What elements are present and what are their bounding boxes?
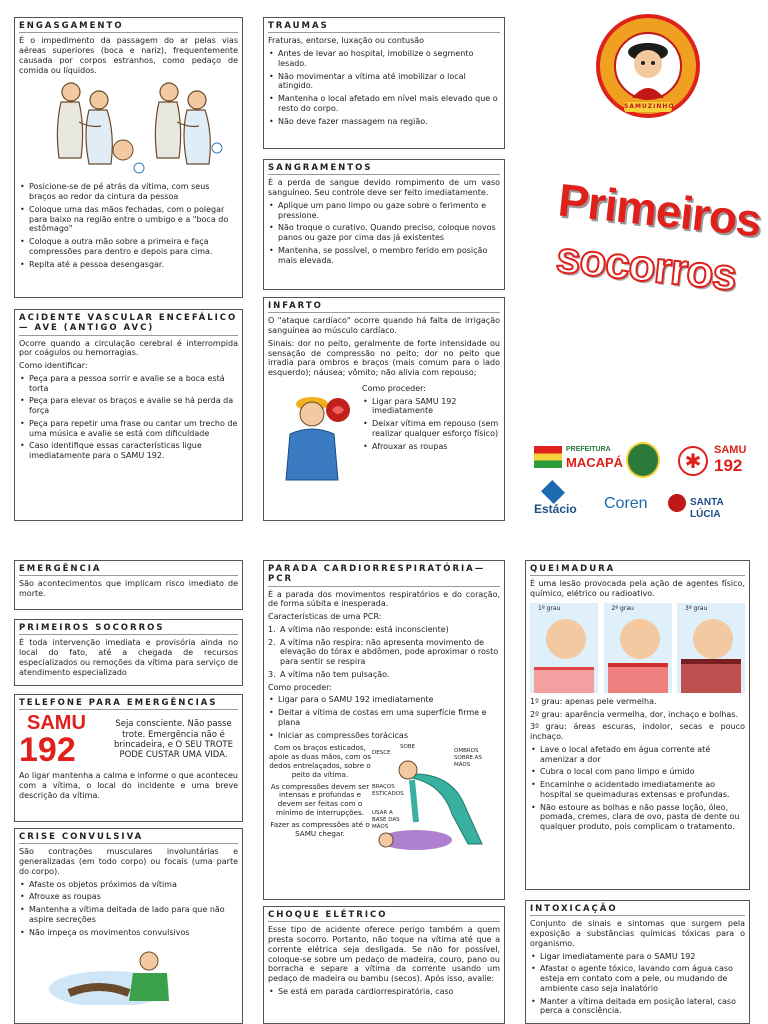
list-item: • Ligar para o SAMU 192 imediatamente (268, 695, 500, 705)
telefone-text: Ao ligar mantenha a calma e informe o que aconteceu com a vítima, o local do incidente e uma breve descrição da vítima. (19, 771, 238, 800)
emergencia-text: São acontecimentos que implicam risco imediato de morte. (19, 579, 238, 599)
convulsiva-intro: São contrações musculares involuntárias e generalizadas (em todo corpo) ou focais (uma parte do corpo). (19, 847, 238, 876)
list-item: • Mantenha, se possível, o membro ferido em posição mais elevada. (268, 246, 500, 266)
burn-degree-1: 1º grau (530, 603, 598, 693)
list-item: • Mantenha o local afetado em nível mais elevado que o resto do corpo. (268, 94, 500, 114)
infarto-signs: Sinais: dor no peito, geralmente de forte intensidade ou sensação de compressão no peito; dor no peito que irradia para ombros e braços (mais comum para o lado esquerdo); náusea; vômito; não alivia com repouso; (268, 338, 500, 378)
list-item: • Afaste os objetos próximos da vítima (19, 880, 238, 890)
list-item: • Afastar o agente tóxico, lavando com água caso esteja em contato com a pele, ou mudando de ambiente caso seja inalatório (530, 964, 745, 993)
cover-title-line2: socorros (553, 232, 739, 301)
traumas-title: TRAUMAS (268, 21, 500, 33)
sponsors (530, 440, 752, 522)
intoxicacao-panel (525, 900, 750, 1024)
queimadura-g1: 1º grau: apenas pele vermelha. (530, 696, 657, 706)
list-item: • Deixar vítima em repouso (sem realizar qualquer esforço físico) (362, 419, 500, 439)
sponsor-macapa: MACAPÁ (566, 455, 624, 470)
cpr-label-ombros: OMBROS SOBRE AS MÃOS (454, 748, 482, 768)
list-item: • Coloque a outra mão sobre a primeira e faça compressões para dentro e depois para cima. (19, 237, 238, 257)
samuzinho-logo (596, 14, 700, 118)
convulsiva-title: CRISE CONVULSIVA (19, 832, 238, 844)
list-item: • Posicione-se de pé atrás da vítima, com seus braços ao redor da cintura da pessoa (19, 182, 238, 202)
engasgamento-title: ENGASGAMENTO (19, 21, 238, 33)
pcr-chars: Características de uma PCR: (268, 612, 382, 622)
queimadura-panel (525, 560, 750, 890)
sponsor-santa-lucia: SANTA LÚCIA (690, 497, 724, 521)
traumas-intro: Fraturas, entorse, luxação ou contusão (268, 36, 425, 46)
list-item: • Peça para a pessoa sorrir e avalie se a boca está torta (19, 374, 238, 394)
infarto-illustration (268, 384, 358, 484)
list-item: • Não movimentar a vítima até imobilizar o local atingido. (268, 72, 500, 92)
convulsiva-illustration (29, 945, 229, 1005)
avc-intro: Ocorre quando a circulação cerebral é interrompida por coágulos ou hemorragias. (19, 338, 238, 358)
sponsor-coren: Coren (604, 495, 648, 512)
cpr-label-usar: USAR A BASE DAS MÃOS (372, 810, 400, 830)
queimadura-g3: 3º grau: áreas escuras, indolor, secas e pouco inchaço. (530, 722, 745, 742)
convulsiva-panel (14, 828, 243, 1024)
choque-title: CHOQUE ELÉTRICO (268, 910, 500, 922)
burn-degrees (530, 603, 745, 693)
telefone-title: TELEFONE PARA EMERGÊNCIAS (19, 698, 238, 710)
list-item: • Lave o local afetado em água corrente até amenizar a dor (530, 745, 745, 765)
telefone-panel (14, 694, 243, 822)
list-item: • Mantenha a vítima deitada de lado para que não aspire secreções (19, 905, 238, 925)
sponsor-prefeitura: PREFEITURA (566, 446, 611, 453)
list-item: • Afrouxar as roupas (362, 442, 500, 452)
primeiros-socorros-text: É toda intervenção imediata e provisória ainda no local do fato, até a chegada de recursos especializados ou remoções da vítima para serviço de atendimento especializado (19, 638, 238, 677)
choque-panel (263, 906, 505, 1024)
list-item: • Ligar imediatamente para o SAMU 192 (530, 952, 745, 962)
primeiros-socorros-title: PRIMEIROS SOCORROS (19, 623, 238, 635)
samu-star-icon: ✱ (678, 446, 708, 476)
sangramentos-title: SANGRAMENTOS (268, 163, 500, 175)
traumas-panel (263, 17, 505, 149)
queimadura-title: QUEIMADURA (530, 564, 745, 576)
estacio-icon (541, 480, 565, 504)
list-item: • Caso identifique essas características ligue imediatamente para o SAMU 192. (19, 441, 238, 461)
list-item: • Manter a vítima deitada em posição lateral, caso perca a consciência. (530, 997, 745, 1017)
sangramentos-panel (263, 159, 505, 290)
pcr-intro: É a parada dos movimentos respiratórios e do coração, de forma súbita e inesperada. (268, 589, 500, 609)
infarto-panel (263, 297, 505, 521)
queimadura-g2: 2º grau: aparência vermelha, dor, inchaço e bolhas. (530, 709, 739, 719)
avc-identify: Como identificar: (19, 361, 88, 371)
logo-band: SAMUZINHO (624, 103, 675, 110)
pcr-side3: Fazer as compressões até o SAMU chegar. (270, 819, 370, 838)
list-item: 2. A vítima não respira: não apresenta movimento de elevação do tórax e abdômen, pode aproximar o rosto para sentir se respira (268, 637, 499, 667)
choque-text: Esse tipo de acidente oferece perigo também a quem presta socorro. Portanto, não toque na vítima até que a corrente elétrica seja desligada. Se não for possível, coloque-se sobre um pedaço de madeira, couro, pano ou borracha e separe a vítima da corrente usando um pedaço de madeira ou bambu (secos). Após isso, avalie: (268, 925, 500, 984)
pcr-panel (263, 560, 505, 900)
list-item: • Não impeça os movimentos convulsivos (19, 928, 238, 938)
cpr-label-desce: DESCE (372, 750, 391, 757)
list-item: • Cubra o local com pano limpo e úmido (530, 767, 745, 777)
engasgamento-panel (14, 17, 243, 298)
primeiros-socorros-panel (14, 619, 243, 686)
list-item: • Não troque o curativo. Quando preciso, coloque novos panos ou gaze por cima das já existentes (268, 223, 500, 243)
cpr-label-bracos: BRAÇOS ESTICADOS (372, 784, 404, 798)
avc-title: ACIDENTE VASCULAR ENCEFÁLICO — AVE (ANTIGO AVC) (19, 313, 238, 336)
list-item: • Não estoure as bolhas e não passe loção, óleo, pomada, cremes, clara de ovo, pasta de dente ou qualquer produto, pois complicam o tratamento. (530, 803, 745, 832)
list-item: 3. A vítima não tem pulsação. (268, 669, 390, 679)
list-item: • Aplique um pano limpo ou gaze sobre o ferimento e pressione. (268, 201, 500, 221)
list-item: • Ligar para SAMU 192 imediatamente (362, 397, 500, 417)
list-item: • Coloque uma das mãos fechadas, com o polegar para baixo na região entre o umbigo e a "boca do estômago" (19, 205, 238, 234)
prefeitura-flag-icon (534, 446, 562, 468)
santa-lucia-icon (668, 494, 686, 512)
cover-title (552, 168, 764, 328)
cpr-label-sobe: SOBE (400, 744, 416, 751)
list-item: • Deitar a vítima de costas em uma superfície firme e plana (268, 708, 500, 728)
pcr-side2: As compressões devem ser intensas e profundas e devem ser feitas com o mínimo de interrupções. (270, 781, 370, 817)
list-item: • Afrouxe as roupas (19, 892, 238, 902)
heimlich-illustration (19, 78, 239, 178)
state-emblem-icon (626, 442, 660, 478)
sponsor-samu-number: 192 (714, 456, 743, 475)
avc-panel (14, 309, 243, 521)
mascot-icon (616, 34, 680, 98)
sponsor-samu: SAMU (714, 444, 747, 456)
telefone-slogan: Seja consciente. Não passe trote. Emergência não é brincadeira, e O SEU TROTE PODE CUSTAR UMA VIDA. (114, 719, 233, 761)
intoxicacao-title: INTOXICAÇÃO (530, 904, 745, 916)
sangramentos-intro: É a perda de sangue devido rompimento de um vaso sanguíneo. Seu controle deve ser feito imediatamente. (268, 178, 500, 198)
pcr-side1: Com os braços esticados, apoie as duas mãos, com os dedos entrelaçados, sobre o peito da vítima. (269, 743, 371, 779)
queimadura-intro: É uma lesão provocada pela ação de agentes físico, químico, elétrico ou radioativo. (530, 579, 745, 599)
burn-degree-3: 3º grau (677, 603, 745, 693)
telefone-number: 192 (19, 731, 76, 770)
telefone-samu: SAMU (27, 712, 86, 735)
list-item: • Não deve fazer massagem na região. (268, 117, 500, 127)
list-item: • Repita até a pessoa desengasgar. (19, 260, 238, 270)
intoxicacao-intro: Conjunto de sinais e sintomas que surgem pela exposição a substâncias químicas tóxicas para o organismo. (530, 919, 745, 948)
list-item: • Encaminhe o acidentado imediatamente ao hospital se queimaduras extensas e profundas. (530, 780, 745, 800)
list-item: • Se está em parada cardiorrespiratória, caso (268, 987, 500, 997)
list-item: • Peça para elevar os braços e avalie se há perda da força (19, 396, 238, 416)
sponsor-estacio: Estácio (534, 502, 577, 516)
list-item: • Antes de levar ao hospital, imobilize o segmento lesado. (268, 49, 500, 69)
cover-title-line1: Primeiros (555, 173, 764, 247)
list-item: 1. A vítima não responde: está inconsciente) (268, 624, 449, 634)
engasgamento-intro: É o impedimento da passagem do ar pelas vias aéreas superiores (boca e nariz), frequentemente causada por corpos estranhos, como pedaço de comida ou líquidos. (19, 36, 238, 75)
burn-degree-2: 2º grau (604, 603, 672, 693)
infarto-intro: O "ataque cardíaco" ocorre quando há falta de irrigação sanguínea ao músculo cardíaco. (268, 316, 500, 336)
pcr-how: Como proceder: (268, 682, 332, 692)
pcr-title: PARADA CARDIORRESPIRATÓRIA—PCR (268, 564, 500, 587)
infarto-title: INFARTO (268, 301, 500, 313)
infarto-how: Como proceder: (362, 383, 426, 393)
emergencia-panel (14, 560, 243, 610)
list-item: • Iniciar as compressões torácicas (268, 731, 500, 741)
emergencia-title: EMERGÊNCIA (19, 564, 238, 576)
list-item: • Peça para repetir uma frase ou cantar um trecho de uma música e avalie se está com dificuldade (19, 419, 238, 439)
